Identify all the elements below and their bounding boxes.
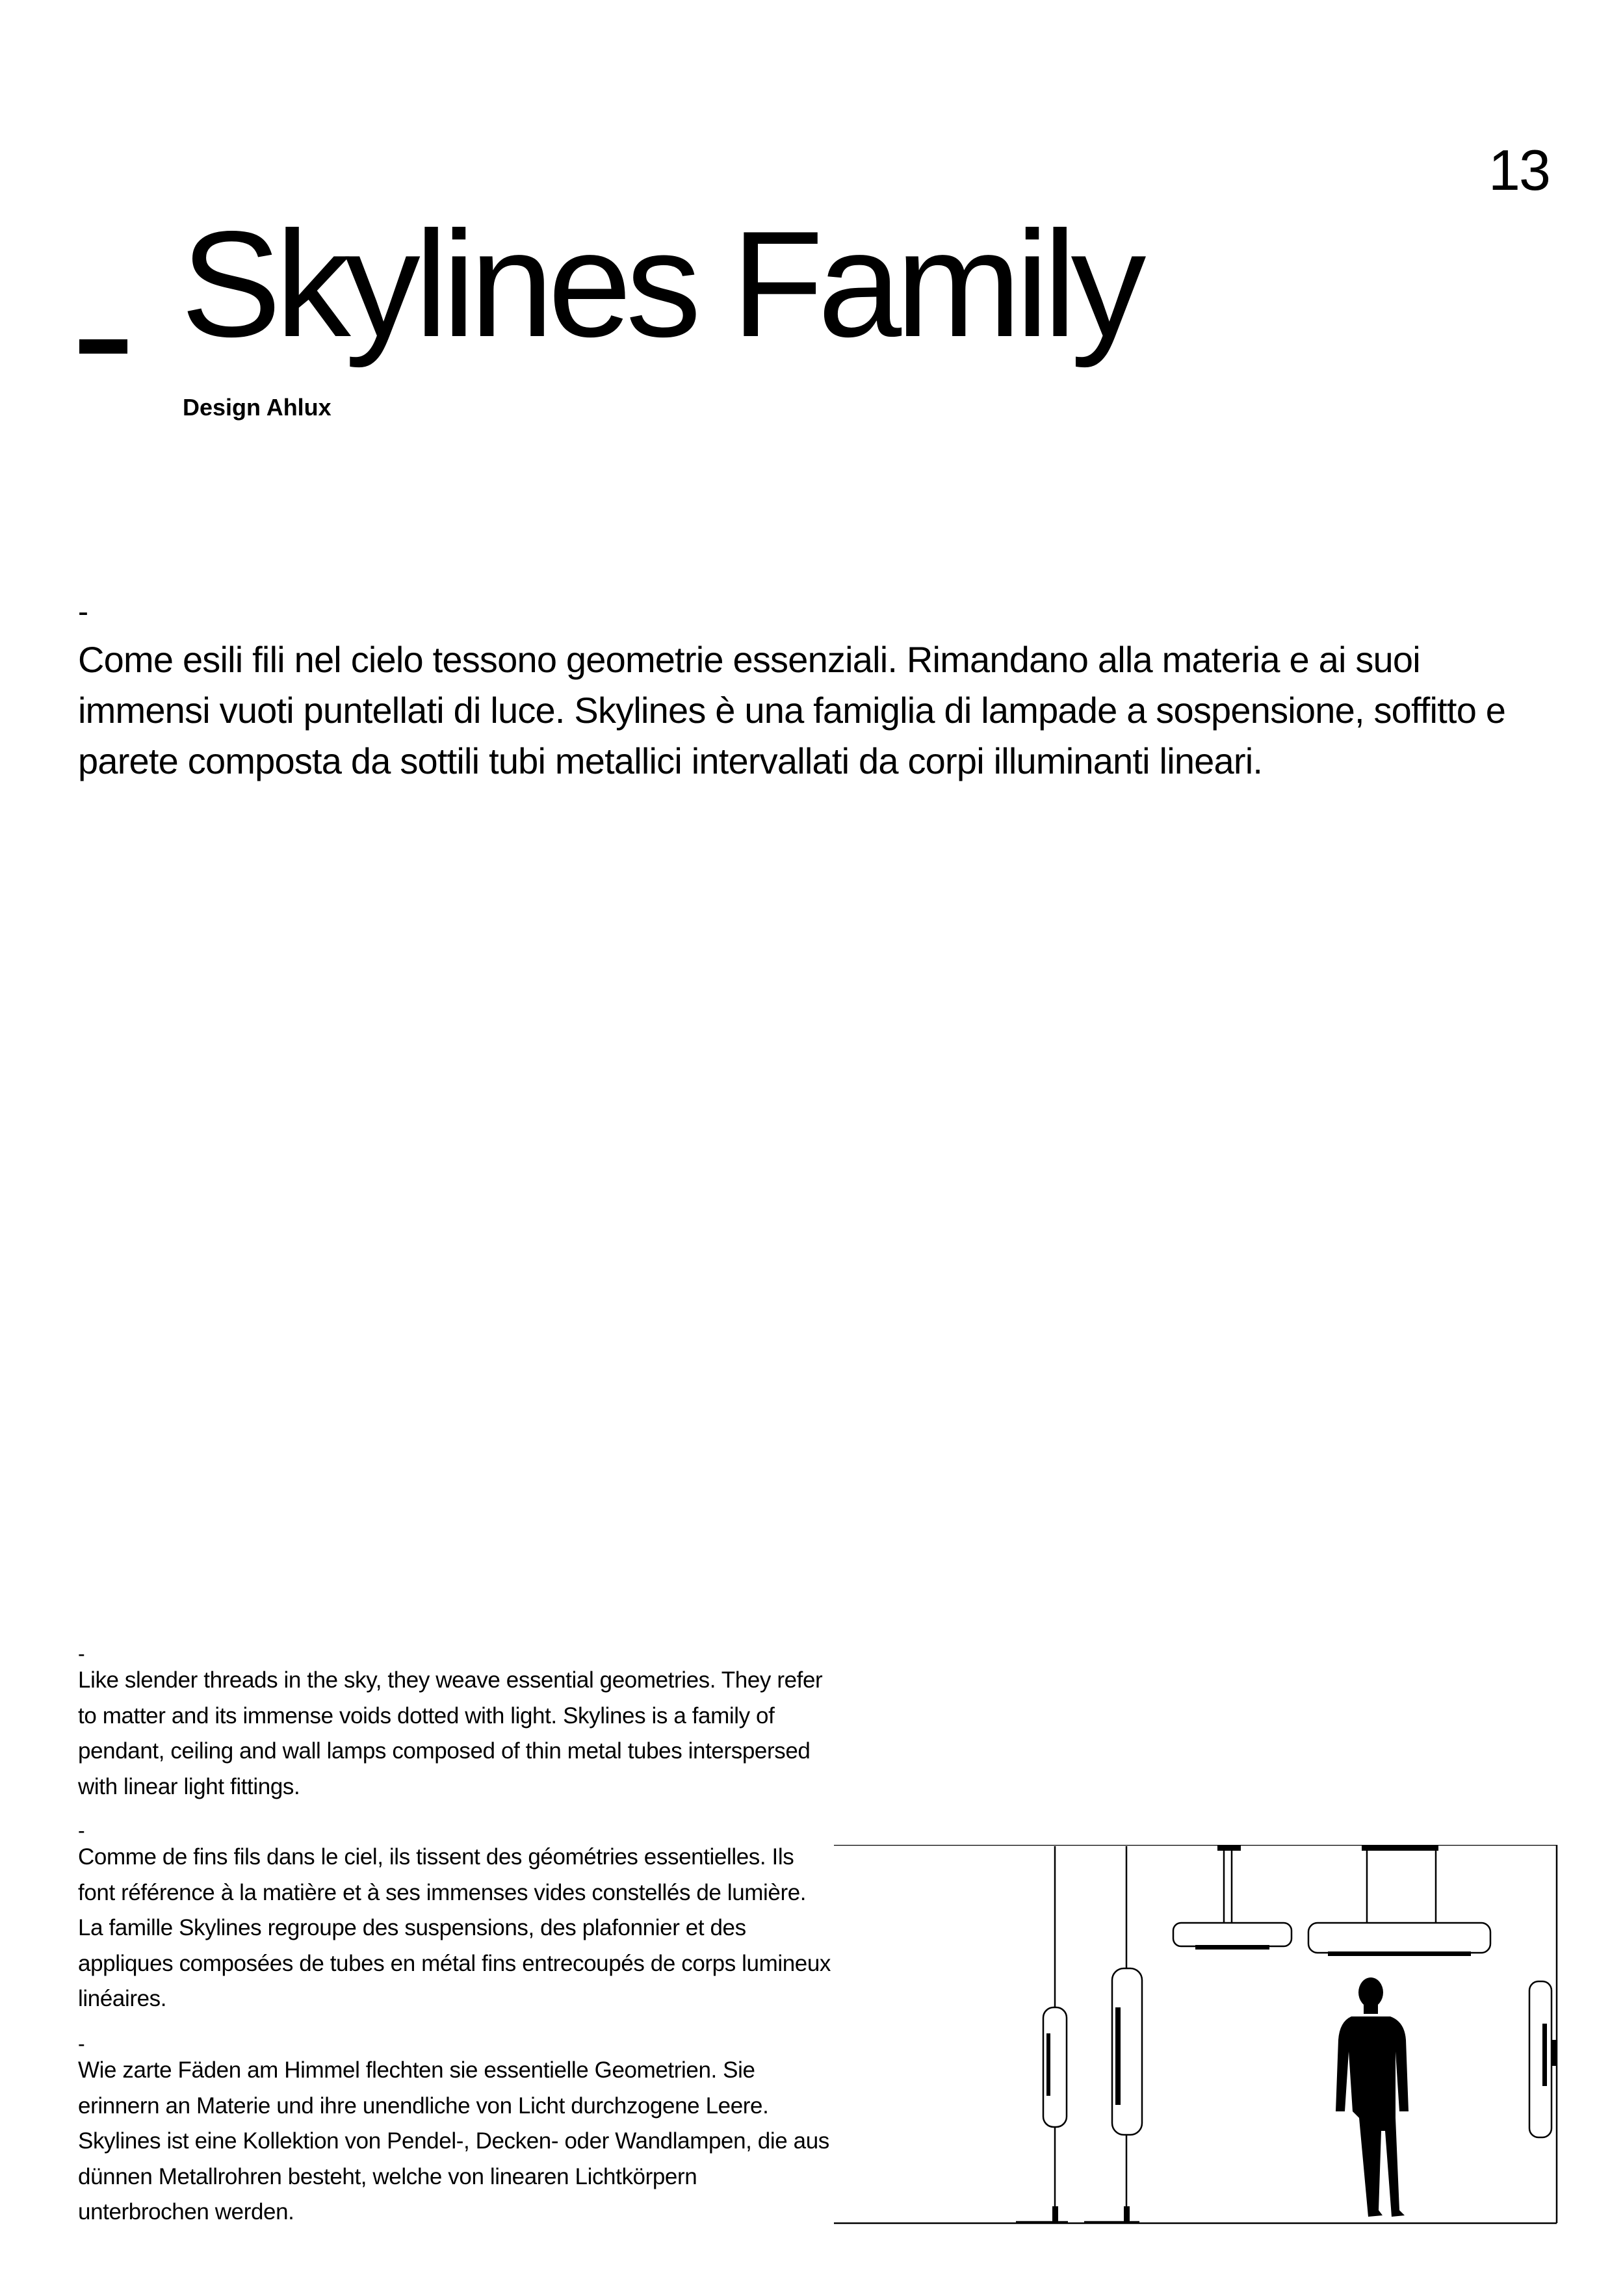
translation-fr-dash: - <box>78 1819 85 1842</box>
intro-dash: - <box>78 595 88 629</box>
vertical-pendant-lamp-left <box>1016 1846 1068 2222</box>
translation-en-dash: - <box>78 1642 85 1665</box>
title-dash <box>79 339 127 354</box>
translation-en <box>78 1643 832 1805</box>
designer-credit: Design Ahlux <box>183 394 331 421</box>
intro-paragraph: Come esili fili nel cielo tessono geometrie essenziali. Rimandano alla materia e ai suoi immensi vuoti puntellati di luce. Skylines è una famiglia di lampade a sospensione, soffitto e parete composta da sottili tubi metallici intervallati da corpi illuminanti lineari. <box>78 639 1506 781</box>
translation-fr <box>78 1820 832 2017</box>
page-number: 13 <box>1488 138 1550 202</box>
wall-lamp <box>1529 1981 1552 2137</box>
ceiling-lamp-large <box>1308 1850 1490 1953</box>
page-title: Skylines Family <box>181 200 1141 369</box>
translation-de-dash: - <box>78 2032 85 2055</box>
translation-de-text: Wie zarte Fäden am Himmel flechten sie essentielle Geometrien. Sie erinnern an Materie und ihre unendliche von Licht durchzogene Leere. Skylines ist eine Kollektion von Pendel-, Decken- oder Wandlampen, die aus dünnen Metallrohren besteht, welche von linearen Lichtkörpern unterbrochen werden. <box>78 2057 829 2224</box>
lamp-scale-illustration <box>834 1845 1562 2248</box>
translation-de <box>78 2033 832 2230</box>
translation-en-text: Like slender threads in the sky, they weave essential geometries. They refer to matter and its immense voids dotted with light. Skylines is a family of pendant, ceiling and wall lamps composed of thin metal tubes interspersed with linear light fittings. <box>78 1667 823 1799</box>
ceiling-lamp-small <box>1173 1850 1292 1946</box>
human-scale-figure <box>1336 1977 1409 2217</box>
translation-fr-text: Comme de fins fils dans le ciel, ils tissent des géométries essentielles. Ils font référence à la matière et à ses immenses vides constellés de lumière. La famille Skylines regroupe des suspensions, des plafonnier et des appliques composées de tubes en métal fins entrecoupés de corps lumineux linéaires. <box>78 1844 831 2011</box>
vertical-pendant-lamp-right <box>1084 1846 1142 2222</box>
